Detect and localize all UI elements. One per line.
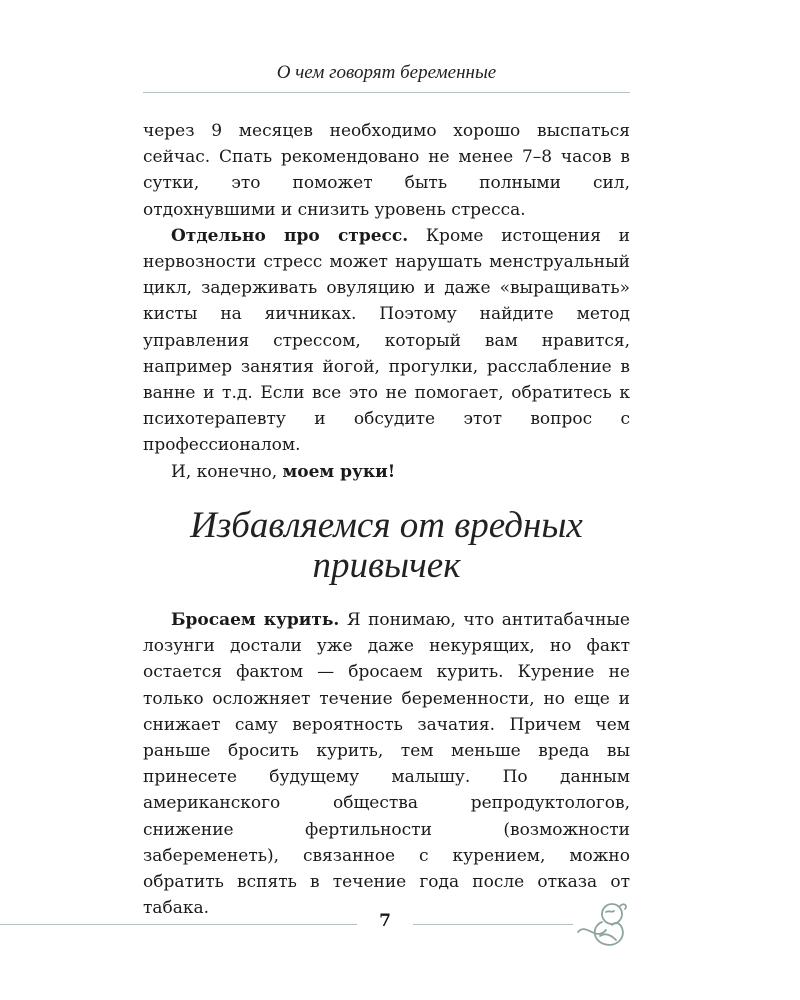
paragraph (143, 607, 630, 921)
paragraph-text: Кроме истощения и нервозности стресс может нарушать менструальный цикл, задерживать овуляцию и даже «выращивать» кисты на яичниках. Поэтому найдите метод управления стрессом, который вам нравится, например занятия йогой, прогулки, расслабление в ванне и т.д. Если все это не помогает, обратитесь к психотерапевту и обсудите этот вопрос с профессионалом. (143, 225, 630, 456)
baby-icon (570, 892, 640, 952)
footer-divider-left (0, 924, 357, 925)
paragraph (143, 223, 630, 459)
body-text-block-2 (143, 607, 630, 921)
page-number: 7 (379, 911, 391, 931)
section-heading-line-1: Избавляемся от вредных (190, 505, 583, 546)
emphasis: моем руки! (282, 461, 396, 482)
paragraph-text: И, конечно, (171, 461, 283, 482)
header-divider (143, 92, 630, 93)
running-header: О чем говорят беременные (276, 62, 497, 83)
paragraph (143, 459, 630, 485)
paragraph-text: Я понимаю, что антитабачные лозунги достали уже даже некурящих, но факт остается фактом — бросаем курить. Курение не только осложняет течение беременности, но еще и снижает саму вероятность зачатия. Причем чем раньше бросить курить, тем меньше вреда вы принесете будущему малышу. По данным американского общества репродуктологов, снижение фертильности (возможности забеременеть), связанное с курением, можно обратить вспять в течение года после отказа от табака. (143, 610, 630, 919)
run-in-heading: Бросаем курить. (171, 610, 340, 630)
section-heading (143, 506, 630, 586)
body-text-block-1 (143, 118, 630, 485)
section-heading-line-2: привычек (312, 545, 461, 586)
footer-divider-right (413, 924, 573, 925)
run-in-heading: Отдельно про стресс. (171, 225, 409, 246)
paragraph: через 9 месяцев необходимо хорошо выспаться сейчас. Спать рекомендовано не менее 7–8 часов в сутки, это поможет быть полными сил, отдохнувшими и снизить уровень стресса. (143, 121, 630, 220)
